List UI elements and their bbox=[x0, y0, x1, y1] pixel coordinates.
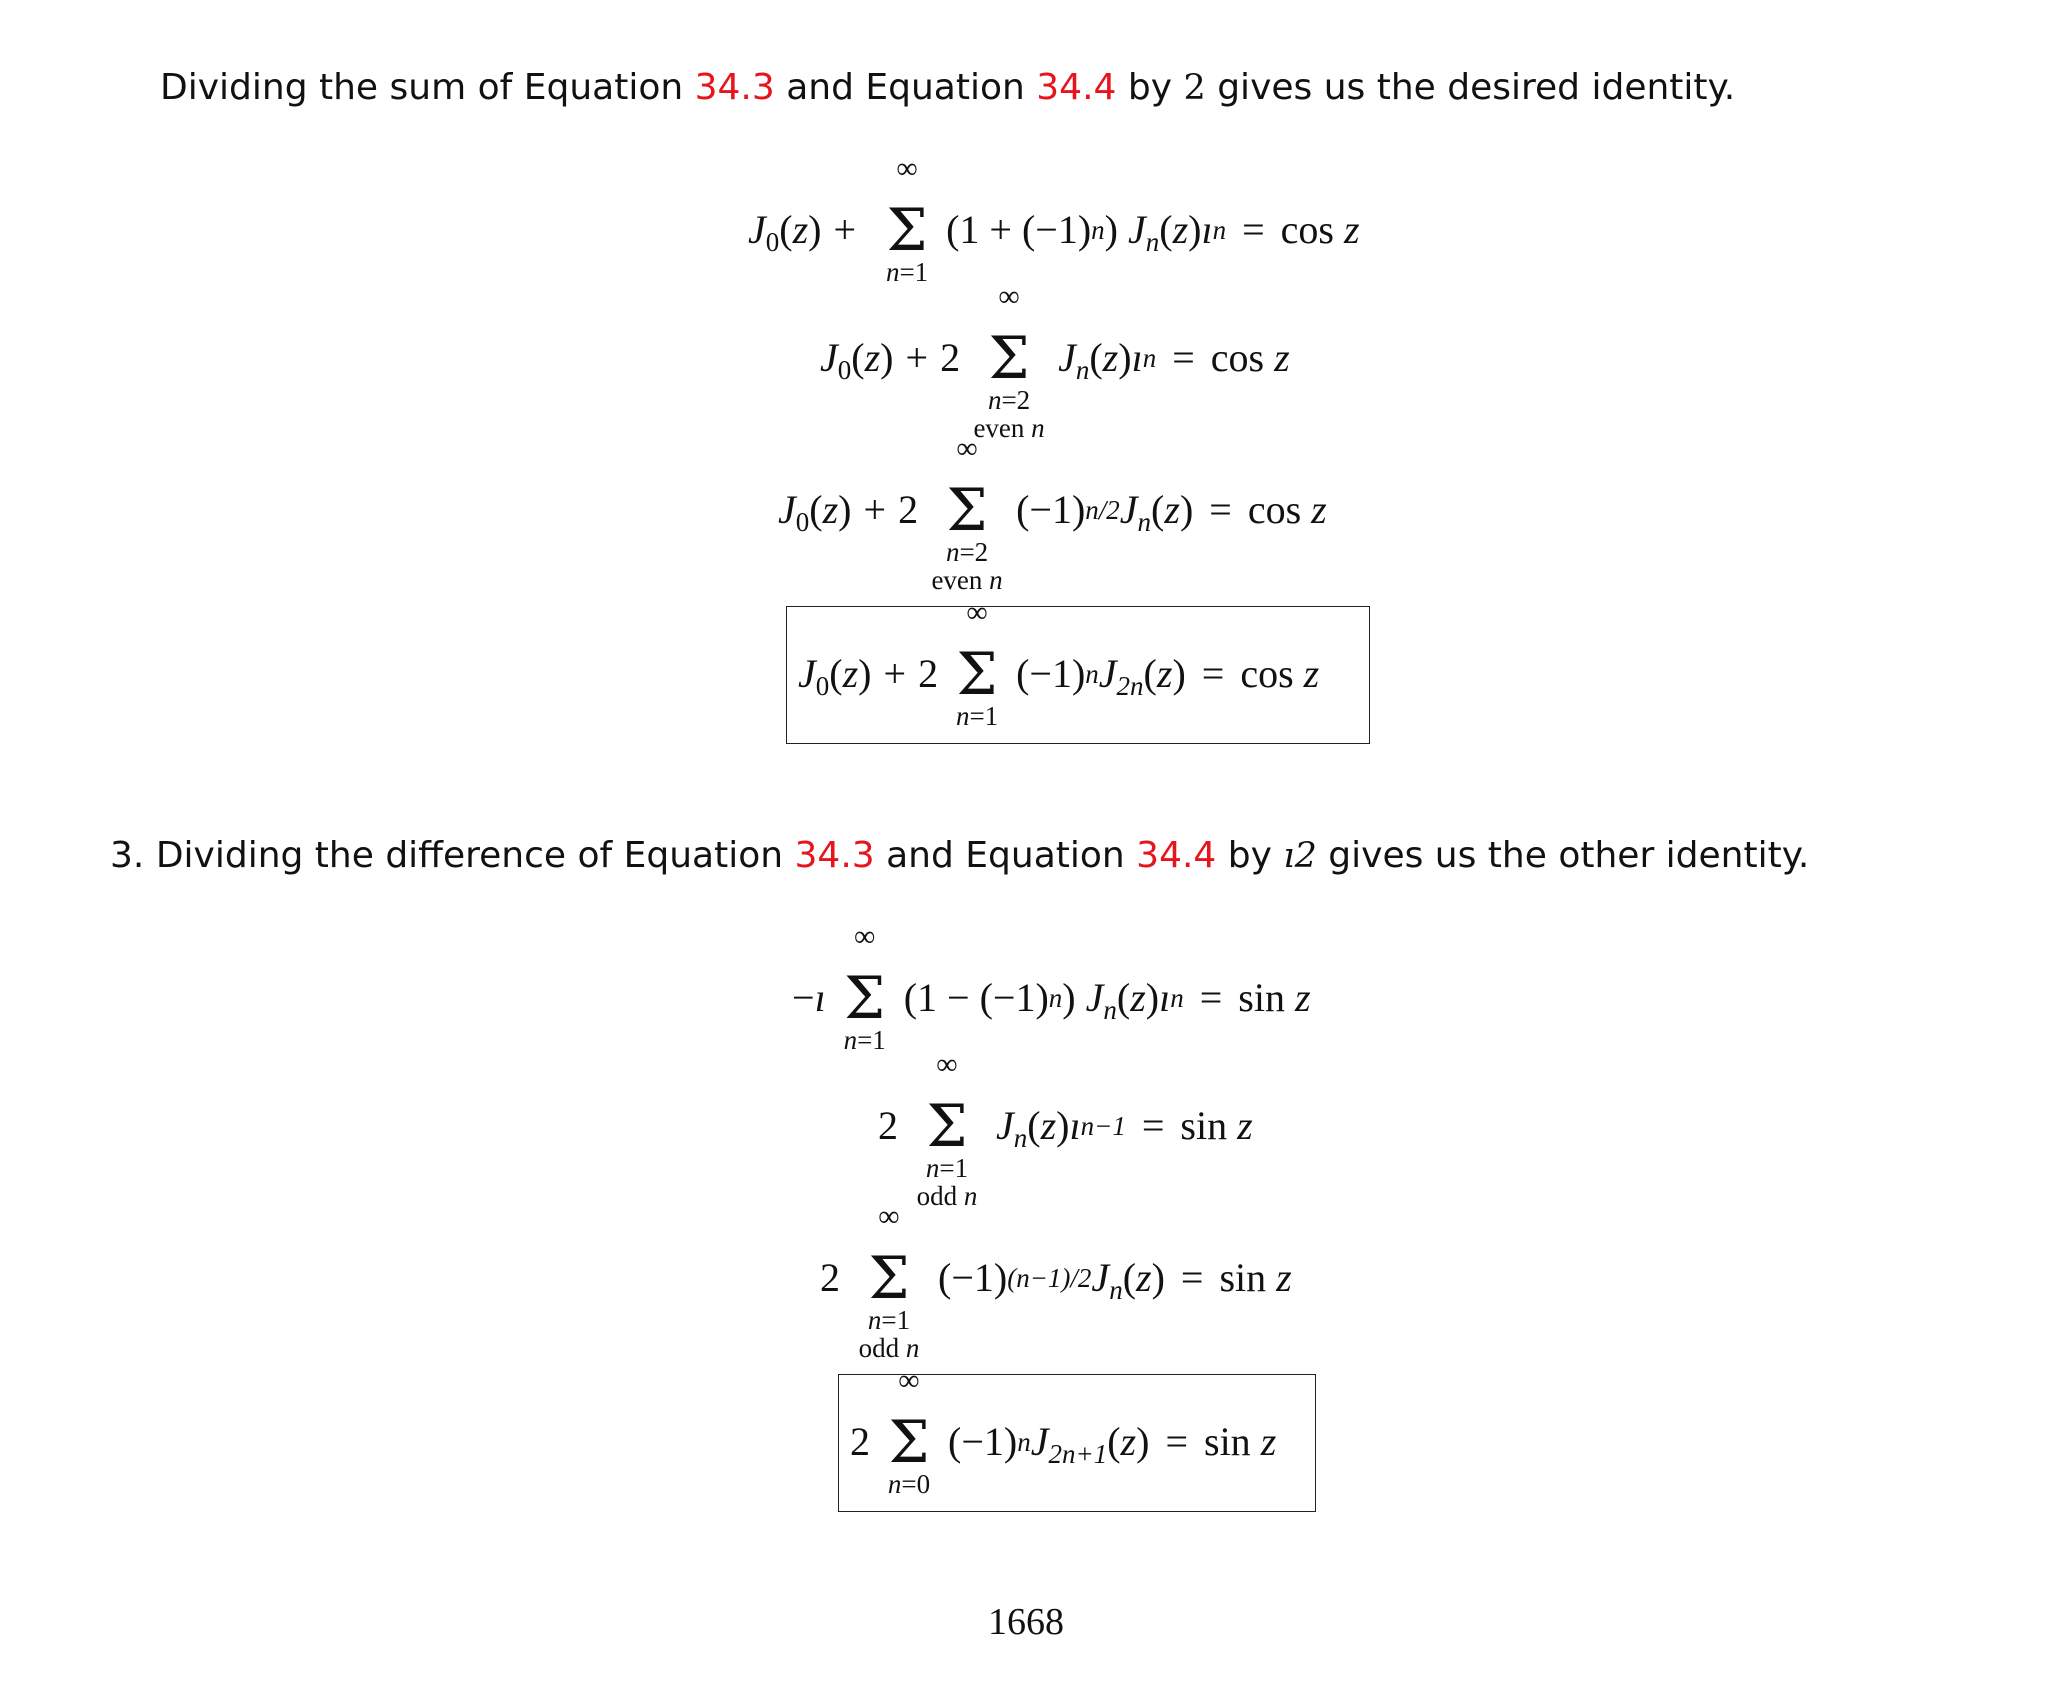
summation-symbol: ∞ Σ n=1 bbox=[955, 596, 999, 731]
list-item-number: 3. bbox=[110, 835, 145, 876]
cos-equation-2: $J_0$ ( z ) + 2 ∞ Σ n=2 even n $J_n$ ( z ) ı n = cos z bbox=[820, 280, 1290, 444]
summation-symbol: ∞ Σ n=1 bbox=[843, 920, 886, 1055]
page-number: 1668 bbox=[988, 1601, 1064, 1643]
summation-symbol: ∞ Σ n=1 odd n bbox=[916, 1048, 978, 1212]
sin-equation-2: 2 ∞ Σ n=1 odd n $J_n$ ( z ) ı n−1 = sin z bbox=[878, 1048, 1253, 1212]
summation-symbol: ∞ Σ n=0 bbox=[887, 1364, 931, 1499]
summation-symbol: ∞ Σ n=2 even n bbox=[973, 280, 1045, 444]
sin-equation-1: − ı ∞ Σ n=1 (1 − (−1) n ) $J_n$ ( z ) ı n = sin z bbox=[792, 920, 1311, 1055]
equation-link-34-3[interactable]: 34.3 bbox=[694, 67, 775, 108]
sin-identity-result: 2 ∞ Σ n=0 (−1) n $J_{2n+1}$ ( z ) = sin z bbox=[850, 1364, 1277, 1499]
summation-symbol: ∞ Σ n=1 odd n bbox=[858, 1200, 920, 1364]
cos-identity-result: $J_0$ ( z ) + 2 ∞ Σ n=1 (−1) n $J_{2n}$ ( z ) = cos z bbox=[798, 596, 1320, 731]
equation-link-34-4[interactable]: 34.4 bbox=[1136, 835, 1217, 876]
cos-equation-1: $J_0$ ( z ) + ∞ Σ n=1 (1 + (−1) n ) $J_n$ ( z ) ı n = cos z bbox=[748, 152, 1360, 287]
paragraph-difference: 3. Dividing the difference of Equation 34.3 and Equation 34.4 by ı2 gives us the other identity. bbox=[110, 835, 1810, 876]
equation-link-34-4[interactable]: 34.4 bbox=[1036, 67, 1117, 108]
summation-symbol: ∞ Σ n=2 even n bbox=[931, 432, 1003, 596]
sin-equation-3: 2 ∞ Σ n=1 odd n (−1) (n−1)/2 $J_n$ ( z ) = sin z bbox=[820, 1200, 1292, 1364]
equation-link-34-3[interactable]: 34.3 bbox=[794, 835, 875, 876]
cos-equation-3: $J_0$ ( z ) + 2 ∞ Σ n=2 even n (−1) n/2 $J_n$ ( z ) = cos z bbox=[778, 432, 1327, 596]
summation-symbol: ∞ Σ n=1 bbox=[885, 152, 929, 287]
paragraph-sum: Dividing the sum of Equation 34.3 and Equation 34.4 by 2 gives us the desired identity. bbox=[160, 67, 1736, 108]
